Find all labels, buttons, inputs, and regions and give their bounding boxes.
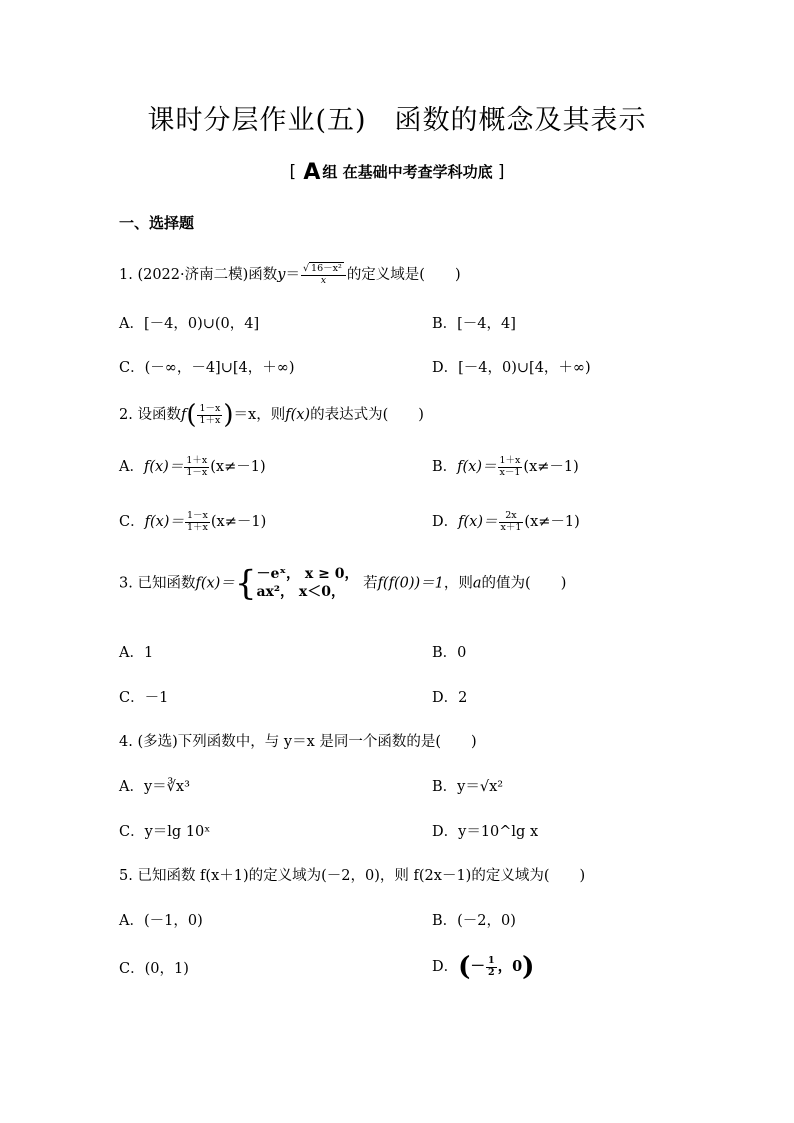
q3-a: a bbox=[472, 575, 482, 592]
option-condition: (x≠－1) bbox=[210, 459, 266, 475]
q3-option-c[interactable]: C．－1 bbox=[119, 690, 169, 706]
option-right: ，0 bbox=[497, 958, 523, 975]
q1-option-a[interactable]: A．[－4，0)∪(0，4] bbox=[119, 316, 260, 332]
option-den: 2 bbox=[487, 966, 495, 978]
option-num: 1－x bbox=[186, 509, 208, 521]
q4-option-d[interactable]: D．y＝10^lg x bbox=[432, 824, 539, 840]
q2-option-c[interactable] bbox=[119, 510, 266, 533]
option-fraction bbox=[486, 956, 497, 979]
q1-option-d[interactable]: D．[－4，0)∪[4，＋∞) bbox=[432, 360, 591, 376]
q1-y: y bbox=[277, 267, 286, 283]
q1-denominator: x bbox=[320, 274, 327, 286]
option-label: A． bbox=[119, 459, 144, 475]
q2-option-b[interactable] bbox=[432, 455, 579, 478]
bracket-open: [ bbox=[289, 162, 297, 182]
q4-option-c[interactable]: C．y＝lg 10ˣ bbox=[119, 824, 211, 840]
q4-number: 4. bbox=[119, 734, 133, 750]
q4-option-b[interactable]: B．y＝√x² bbox=[432, 779, 504, 795]
q3-option-d[interactable]: D．2 bbox=[432, 690, 468, 706]
q3-option-b[interactable]: B．0 bbox=[432, 645, 467, 661]
q1-numerator: 16－x² bbox=[311, 262, 342, 274]
option-fraction bbox=[498, 456, 523, 479]
q1-source: (2022·济南二模) bbox=[137, 267, 249, 283]
q1-close: ) bbox=[454, 267, 461, 283]
option-condition: (x≠－1) bbox=[524, 514, 580, 530]
q2-stem-b: ＝x，则 bbox=[233, 407, 286, 423]
q4-close: ) bbox=[471, 734, 477, 750]
q2-number: 2. bbox=[119, 407, 133, 423]
q2-f: f bbox=[180, 407, 187, 423]
group-banner bbox=[0, 160, 794, 185]
q1-stem-b: 的定义域是( bbox=[346, 267, 425, 283]
title-left: 课时分层作业(五) bbox=[147, 105, 367, 136]
option-label: D． bbox=[432, 959, 459, 975]
option-condition: (x≠－1) bbox=[210, 514, 267, 530]
q3-piecewise bbox=[256, 566, 358, 601]
q3-brace: { bbox=[234, 563, 257, 604]
option-fraction bbox=[499, 511, 524, 534]
option-lhs: f(x)＝ bbox=[458, 514, 498, 530]
q2-close: ) bbox=[418, 407, 424, 423]
option-lhs: f(x)＝ bbox=[457, 459, 497, 475]
bracket-close: ] bbox=[497, 162, 505, 182]
question-1 bbox=[119, 263, 461, 286]
q2-inner-fraction bbox=[197, 404, 222, 427]
q2-stem-c: 的表达式为( bbox=[310, 407, 389, 423]
option-condition: (x≠－1) bbox=[523, 459, 579, 475]
q5-option-c[interactable]: C．(0，1) bbox=[119, 961, 189, 977]
question-3 bbox=[119, 563, 567, 604]
question-5 bbox=[119, 864, 585, 885]
q1-option-b[interactable]: B．[－4，4] bbox=[432, 316, 516, 332]
option-label: B． bbox=[432, 459, 458, 475]
option-den: x－1 bbox=[499, 466, 521, 478]
group-letter: A bbox=[303, 160, 321, 185]
q4-stem: (多选)下列函数中，与 y＝x 是同一个函数的是( bbox=[137, 734, 442, 750]
option-num: 1＋x bbox=[499, 454, 521, 466]
option-label: D． bbox=[432, 514, 459, 530]
q3-option-a[interactable]: A．1 bbox=[119, 645, 154, 661]
group-text: 组 在基础中考查学科功底 bbox=[322, 163, 493, 181]
q3-case-2: ax²， x＜0， bbox=[256, 583, 345, 600]
option-lhs: f(x)＝ bbox=[143, 459, 184, 475]
section-heading: 一、选择题 bbox=[119, 214, 195, 232]
q1-eq: ＝ bbox=[285, 267, 300, 283]
q3-stem-a: 已知函数 bbox=[137, 575, 196, 592]
q2-inner-den: 1＋x bbox=[199, 414, 221, 426]
option-num: 1＋x bbox=[186, 454, 208, 466]
q3-stem-c: ，则 bbox=[443, 575, 473, 592]
option-den: 1－x bbox=[186, 466, 208, 478]
option-minus: － bbox=[470, 958, 485, 975]
q2-fx: f(x) bbox=[285, 407, 311, 423]
q1-stem-a: 函数 bbox=[248, 267, 278, 283]
q1-fraction: $\frac{\text{√ 16－x²}}{x}$ bbox=[301, 264, 346, 287]
q5-close: ) bbox=[579, 868, 586, 884]
option-label: C． bbox=[119, 514, 145, 530]
q5-option-a[interactable]: A．(－1，0) bbox=[119, 913, 203, 929]
option-den: 1＋x bbox=[186, 521, 208, 533]
option-den: x＋1 bbox=[500, 521, 522, 533]
q3-stem-b: 若 bbox=[363, 575, 378, 592]
option-fraction bbox=[184, 456, 209, 479]
q3-close: ) bbox=[560, 575, 567, 592]
q2-inner-num: 1－x bbox=[199, 402, 221, 414]
q5-option-d[interactable]: D．(－ $\frac{1}{2}$ ，0) bbox=[432, 952, 535, 982]
question-4 bbox=[119, 730, 477, 751]
question-2: 2. 设函数f( $\frac{1-x}{1+x}$ )＝x，则f(x)的表达式为( ) bbox=[119, 400, 424, 430]
q3-fx: f(x)＝ bbox=[195, 575, 235, 592]
q1-option-c[interactable]: C．(－∞，－4]∪[4，＋∞) bbox=[119, 360, 295, 376]
q3-number: 3. bbox=[119, 575, 133, 592]
q1-number: 1. bbox=[119, 267, 133, 283]
option-lhs: f(x)＝ bbox=[144, 514, 184, 530]
q2-option-a[interactable] bbox=[119, 455, 266, 478]
q5-stem: 已知函数 f(x＋1)的定义域为(－2，0)，则 f(2x－1)的定义域为( bbox=[137, 868, 550, 884]
q3-stem-d: 的值为( bbox=[481, 575, 531, 592]
q5-option-b[interactable]: B．(－2，0) bbox=[432, 913, 516, 929]
q2-stem-a: 设函数 bbox=[137, 407, 181, 423]
q2-option-d[interactable] bbox=[432, 510, 580, 533]
q5-number: 5. bbox=[119, 868, 133, 884]
title-right: 函数的概念及其表示 bbox=[394, 105, 647, 136]
page-title bbox=[0, 98, 794, 137]
q3-case-1: －eˣ， x ≥ 0， bbox=[256, 566, 359, 582]
option-fraction bbox=[185, 511, 210, 534]
q3-ff: f(f(0))＝1 bbox=[377, 575, 444, 592]
option-num: 2x bbox=[499, 511, 524, 523]
option-num: 1 bbox=[487, 954, 495, 966]
q4-option-a[interactable]: A．y＝∛x³ bbox=[119, 779, 190, 795]
